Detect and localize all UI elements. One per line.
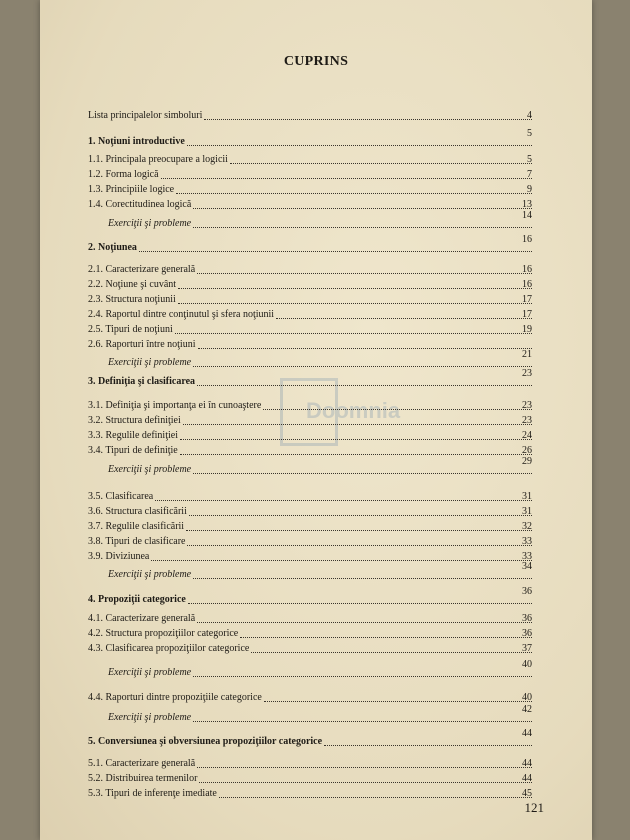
entry-label: 2.2. Noţiune şi cuvânt [88, 279, 177, 290]
entry-label: 4. Propoziţii categorice [88, 594, 186, 605]
dot-leader [197, 377, 532, 386]
toc-entry [88, 277, 532, 291]
entry-page-number: 34 [522, 561, 532, 572]
chapter-heading [88, 128, 532, 148]
toc-entry [88, 307, 532, 321]
entry-page-number: 7 [527, 169, 532, 180]
entry-label: 3.2. Structura definiţiei [88, 415, 181, 426]
dot-leader [324, 737, 532, 746]
entry-page-number: 23 [522, 400, 532, 411]
toc-entry [88, 337, 532, 351]
entry-label: 2. Noţiunea [88, 242, 137, 253]
toc-entry [88, 534, 532, 548]
entry-page-number: 36 [522, 586, 532, 597]
toc-entry [88, 167, 532, 181]
dot-leader [193, 465, 532, 474]
exercise-entry [88, 456, 532, 476]
table-of-contents [40, 0, 592, 840]
dot-leader [199, 774, 532, 783]
entry-page-number: 16 [522, 264, 532, 275]
dot-leader [187, 537, 532, 546]
dot-leader [176, 185, 532, 194]
dot-leader [240, 629, 532, 638]
entry-label: 5.1. Caracterizare generală [88, 758, 196, 769]
entry-page-number: 5 [527, 154, 532, 165]
entry-page-number: 17 [522, 294, 532, 305]
entry-label: 1. Noţiuni introductive [88, 136, 185, 147]
entry-page-number: 13 [522, 199, 532, 210]
entry-label: 3. Definiţia şi clasificarea [88, 376, 196, 387]
dot-leader [161, 170, 532, 179]
entry-page-number: 40 [522, 659, 532, 670]
entry-page-number: 33 [522, 536, 532, 547]
entry-page-number: 33 [522, 551, 532, 562]
entry-page-number: 23 [522, 415, 532, 426]
entry-label: 3.6. Structura clasificării [88, 506, 187, 517]
dot-leader [197, 265, 532, 274]
entry-page-number: 42 [522, 704, 532, 715]
entry-label: 3.9. Diviziunea [88, 551, 150, 562]
entry-label: 5. Conversiunea şi obversiunea propoziţiilor categorice [88, 736, 323, 747]
entry-label: 3.4. Tipuri de definiţie [88, 445, 178, 456]
entry-label: 1.3. Principiile logice [88, 184, 175, 195]
entry-page-number: 44 [522, 773, 532, 784]
dot-leader [178, 295, 532, 304]
chapter-heading [88, 368, 532, 388]
toc-entry [88, 197, 532, 211]
entry-label: 2.6. Raporturi între noţiuni [88, 339, 196, 350]
toc-entry [88, 152, 532, 166]
toc-entry [88, 504, 532, 518]
entry-label: Exerciţii şi probleme [108, 218, 192, 229]
entry-page-number: 4 [527, 110, 532, 121]
dot-leader [189, 507, 532, 516]
entry-page-number: 16 [522, 279, 532, 290]
dot-leader [198, 340, 533, 349]
entry-page-number: 24 [522, 430, 532, 441]
dot-leader [193, 200, 532, 209]
dot-leader [197, 614, 532, 623]
dot-leader [178, 280, 532, 289]
entry-page-number: 29 [522, 456, 532, 467]
entry-label: 2.4. Raportul dintre conţinutul şi sfera noţiunii [88, 309, 275, 320]
dot-leader [180, 446, 532, 455]
toc-entry [88, 489, 532, 503]
toc-entry [88, 322, 532, 336]
dot-leader [151, 552, 532, 561]
chapter-heading [88, 586, 532, 606]
entry-label: Exerciţii şi probleme [108, 357, 192, 368]
entry-label: 3.5. Clasificarea [88, 491, 154, 502]
exercise-entry [88, 659, 532, 679]
entry-label: Exerciţii şi probleme [108, 667, 192, 678]
entry-page-number: 5 [527, 128, 532, 139]
entry-page-number: 31 [522, 506, 532, 517]
dot-leader [187, 137, 532, 146]
exercise-entry [88, 704, 532, 724]
dot-leader [219, 789, 532, 798]
entry-page-number: 31 [522, 491, 532, 502]
chapter-heading [88, 234, 532, 254]
entry-label: 2.3. Structura noţiunii [88, 294, 176, 305]
dot-leader [183, 416, 532, 425]
entry-label: 4.2. Structura propoziţiilor categorice [88, 628, 239, 639]
toc-entry [88, 262, 532, 276]
dot-leader [139, 243, 532, 252]
entry-page-number: 36 [522, 628, 532, 639]
toc-entry [88, 611, 532, 625]
toc-entry [88, 771, 532, 785]
toc-entry [88, 182, 532, 196]
dot-leader [186, 522, 532, 531]
dot-leader [193, 219, 532, 228]
entry-label: 4.4. Raporturi dintre propoziţiile categorice [88, 692, 262, 703]
entry-label: 4.3. Clasificarea propoziţiilor categorice [88, 643, 250, 654]
page-title: CUPRINS [283, 54, 349, 69]
chapter-heading [88, 728, 532, 748]
toc-entry [88, 413, 532, 427]
entry-label: Exerciţii şi probleme [108, 712, 192, 723]
toc-entry [88, 292, 532, 306]
entry-label: Exerciţii şi probleme [108, 464, 192, 475]
entry-page-number: 26 [522, 445, 532, 456]
toc-entry [88, 519, 532, 533]
dot-leader [188, 595, 532, 604]
entry-label: 4.1. Caracterizare generală [88, 613, 196, 624]
entry-label: 5.2. Distribuirea termenilor [88, 773, 198, 784]
entry-page-number: 19 [522, 324, 532, 335]
entry-page-number: 37 [522, 643, 532, 654]
entry-label: 3.8. Tipuri de clasificare [88, 536, 186, 547]
dot-leader [230, 155, 532, 164]
entry-label: Lista principalelor simboluri [88, 110, 203, 121]
entry-label: 2.5. Tipuri de noţiuni [88, 324, 173, 335]
entry-label: Exerciţii şi probleme [108, 569, 192, 580]
dot-leader [180, 431, 532, 440]
entry-page-number: 14 [522, 210, 532, 221]
toc-entry [88, 786, 532, 800]
entry-page-number: 17 [522, 309, 532, 320]
dot-leader [263, 401, 532, 410]
entry-label: 1.1. Principala preocupare a logicii [88, 154, 228, 165]
entry-label: 3.3. Regulile definiţiei [88, 430, 178, 441]
dot-leader [155, 492, 532, 501]
dot-leader [193, 358, 532, 367]
watermark-text: Doomnia [306, 398, 401, 423]
entry-label: 5.3. Tipuri de inferenţe imediate [88, 788, 217, 799]
dot-leader [264, 693, 532, 702]
entry-page-number: 40 [522, 692, 532, 703]
dot-leader [175, 325, 532, 334]
exercise-entry [88, 210, 532, 230]
entry-page-number: 21 [522, 349, 532, 360]
toc-entry [88, 626, 532, 640]
entry-label: 1.4. Corectitudinea logică [88, 199, 192, 210]
dot-leader [193, 570, 532, 579]
toc-entry [88, 398, 532, 412]
exercise-entry [88, 349, 532, 369]
dot-leader [197, 759, 532, 768]
entry-page-number: 44 [522, 758, 532, 769]
toc-entry [88, 756, 532, 770]
toc-entry [88, 549, 532, 563]
dot-leader [276, 310, 532, 319]
toc-entry [88, 443, 532, 457]
entry-label: 3.7. Regulile clasificării [88, 521, 185, 532]
toc-entry [88, 690, 532, 704]
page-number: 121 [524, 800, 544, 815]
dot-leader [204, 111, 532, 120]
dot-leader [251, 644, 532, 653]
book-page [40, 0, 592, 840]
toc-entry [88, 641, 532, 655]
entry-page-number: 32 [522, 521, 532, 532]
entry-label: 1.2. Forma logică [88, 169, 159, 180]
entry-page-number: 23 [522, 368, 532, 379]
toc-entry [88, 108, 532, 122]
entry-page-number: 45 [522, 788, 532, 799]
dot-leader [193, 668, 532, 677]
dot-leader [193, 713, 532, 722]
entry-page-number: 9 [527, 184, 532, 195]
entry-page-number: 44 [522, 728, 532, 739]
entry-label: 2.1. Caracterizare generală [88, 264, 196, 275]
entry-page-number: 16 [522, 234, 532, 245]
entry-page-number: 36 [522, 613, 532, 624]
entry-label: 3.1. Definiţia şi importanţa ei în cunoaştere [88, 400, 262, 411]
exercise-entry [88, 561, 532, 581]
toc-entry [88, 428, 532, 442]
